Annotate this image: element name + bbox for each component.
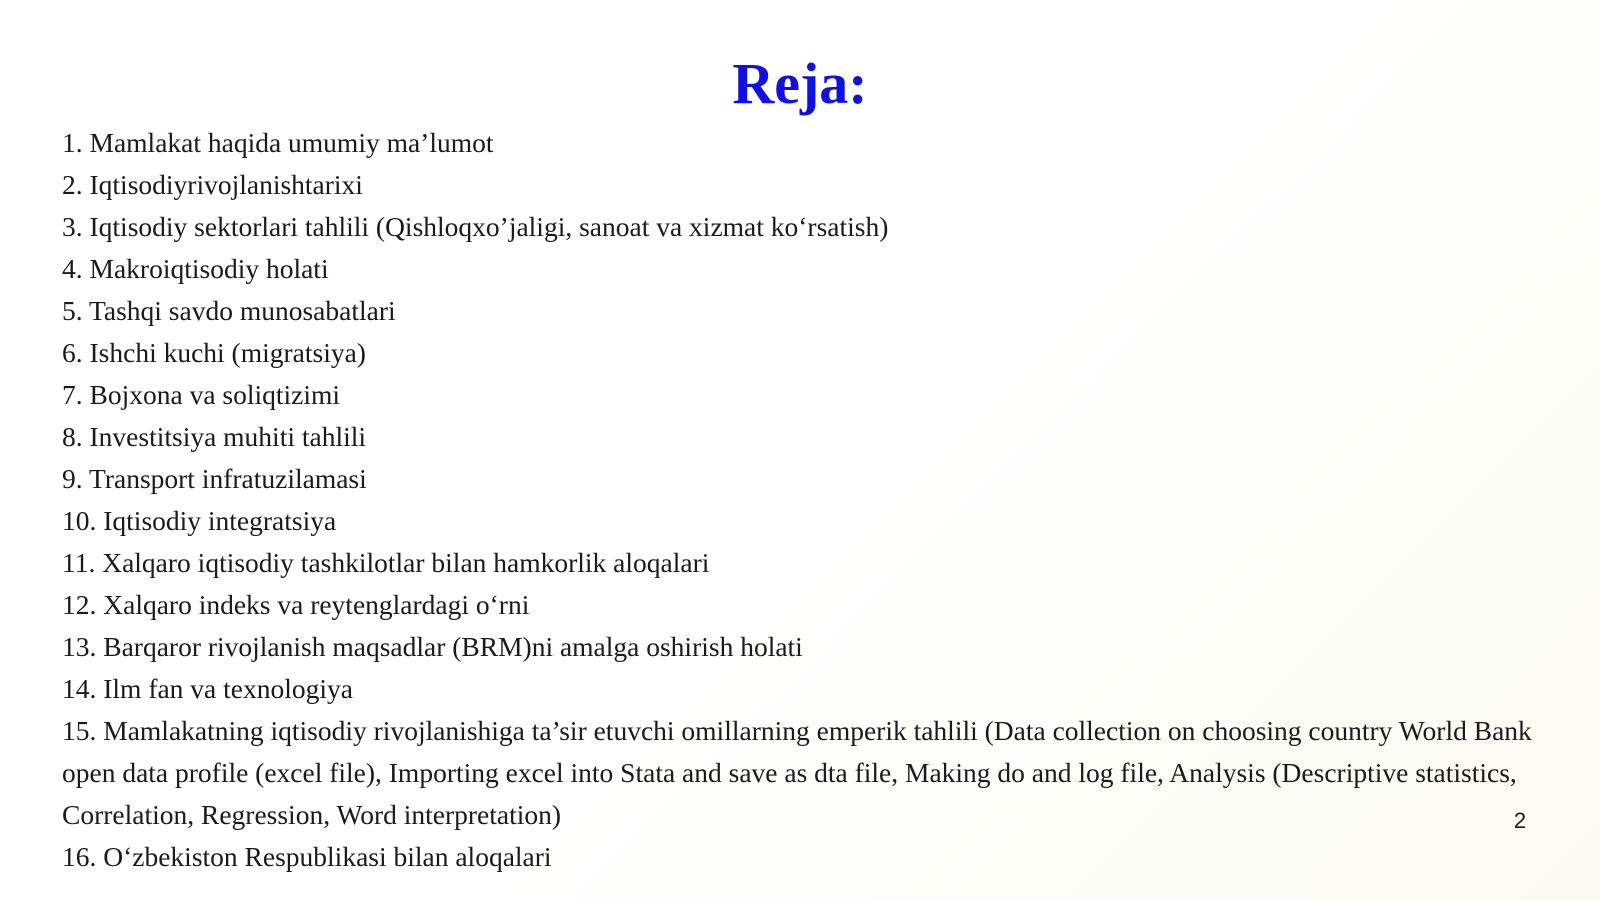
- agenda-item-1: 1. Mamlakat haqida umumiy ma’lumot: [62, 127, 494, 158]
- agenda-item-10: 10. Iqtisodiy integratsiya: [62, 505, 337, 536]
- agenda-list: [62, 122, 1552, 878]
- agenda-item-9: 9. Transport infratuzilamasi: [62, 463, 367, 494]
- agenda-item-13: 13. Barqaror rivojlanish maqsadlar (BRM)ni amalga oshirish holati: [62, 631, 803, 662]
- agenda-item-7: 7. Bojxona va soliqtizimi: [62, 379, 341, 410]
- agenda-item-6: 6. Ishchi kuchi (migratsiya): [62, 337, 366, 368]
- agenda-item-16: 16. O‘zbekiston Respublikasi bilan aloqalari: [62, 841, 552, 872]
- slide-title: Reja:: [732, 51, 868, 116]
- agenda-item-8: 8. Investitsiya muhiti tahlili: [62, 421, 367, 452]
- agenda-item-15: 15. Mamlakatning iqtisodiy rivojlanishiga ta’sir etuvchi omillarning emperik tahlili (Data collection on choosing country World Bank open data profile (excel file), Importing excel into Stata and save as dta file, Making do and log file, Analysis (Descriptive statistics, Correlation, Regression, Word interpretation): [62, 715, 1532, 830]
- agenda-item-3: 3. Iqtisodiy sektorlari tahlili (Qishloqxo’jaligi, sanoat va xizmat ko‘rsatish): [62, 211, 889, 242]
- agenda-item-12: 12. Xalqaro indeks va reytenglardagi o‘rni: [62, 589, 530, 620]
- agenda-item-14: 14. Ilm fan va texnologiya: [62, 673, 353, 704]
- agenda-item-2: 2. Iqtisodiyrivojlanishtarixi: [62, 169, 363, 200]
- page-number: 2: [1513, 808, 1527, 833]
- agenda-item-5: 5. Tashqi savdo munosabatlari: [62, 295, 396, 326]
- agenda-item-4: 4. Makroiqtisodiy holati: [62, 253, 329, 284]
- agenda-item-11: 11. Xalqaro iqtisodiy tashkilotlar bilan hamkorlik aloqalari: [62, 547, 710, 578]
